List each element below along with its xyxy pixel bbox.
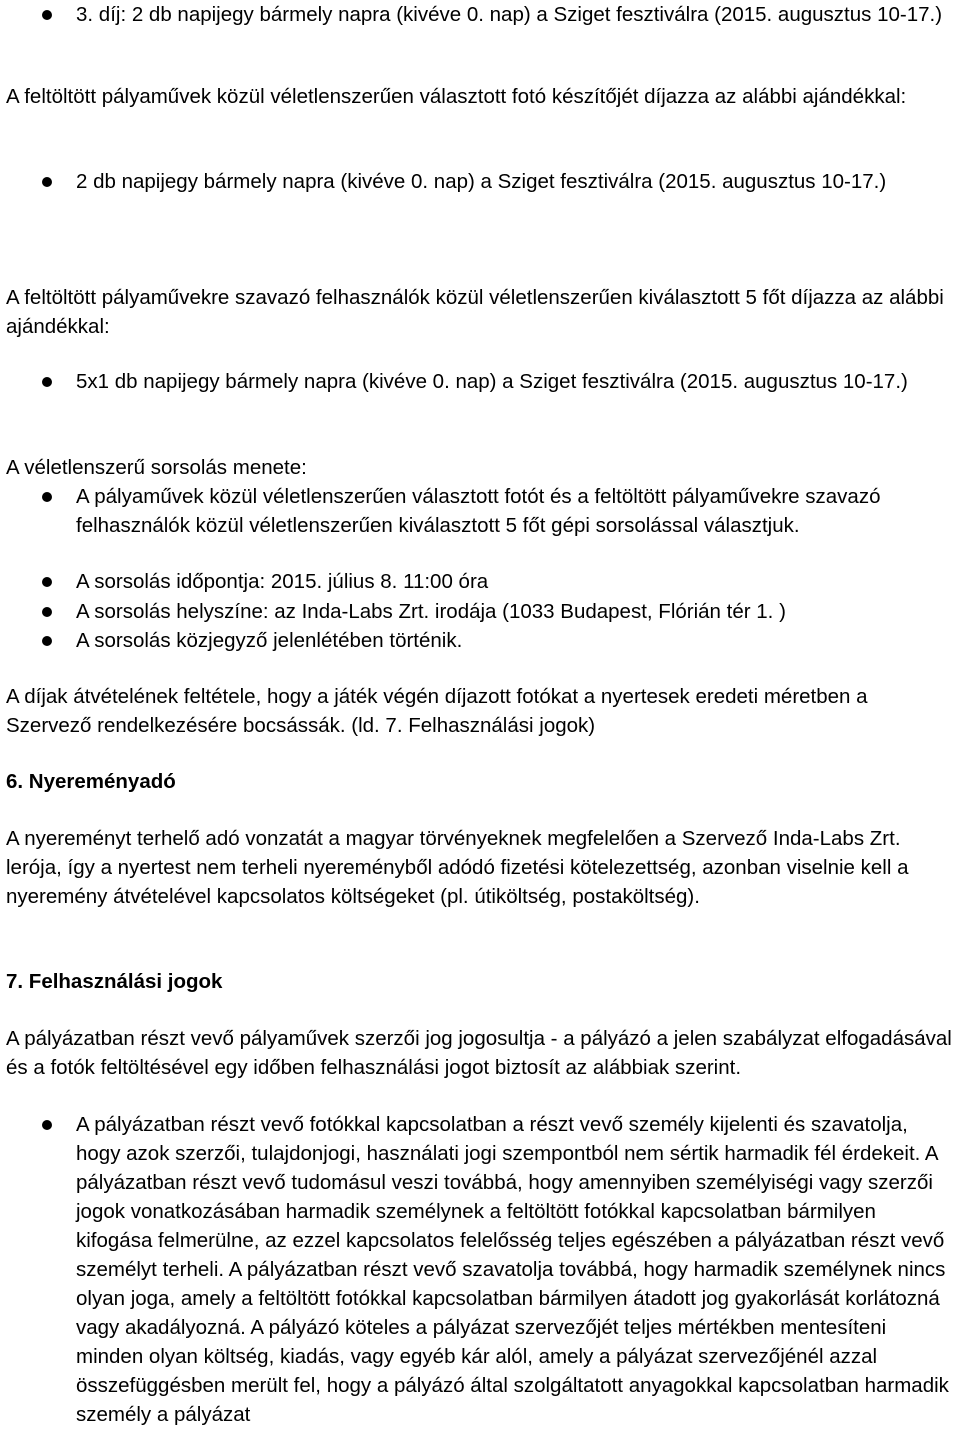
tax-paragraph: A nyereményt terhelő adó vonzatát a magyar törvényeknek megfelelően a Szervező Inda-Labs Zrt. lerója, így a nyertest nem terheli nyereményből adódó fizetési kötelezettség, azonban viselnie kell a nyeremény átvételével kapcsolatos költségeket (pl. útiköltség, postaköltség). (6, 827, 909, 908)
section-heading-tax: 6. Nyereményadó (6, 770, 176, 793)
bullet-icon (42, 177, 52, 187)
prize-condition-paragraph: A díjak átvételének feltétele, hogy a játék végén díjazott fotókat a nyertesek eredeti méretben a Szervező rendelkezésére bocsássák. (ld. 7. Felhasználási jogok) (6, 685, 868, 737)
draw-list-item: A sorsolás helyszíne: az Inda-Labs Zrt. irodája (1033 Budapest, Flórián tér 1. ) (76, 600, 786, 623)
draw-list-item: A pályaművek közül véletlenszerűen választott fotót és a feltöltött pályaművekre szavazó felhasználók közül véletlenszerűen kiválasztott 5 főt gépi sorsolással választjuk. (76, 485, 881, 537)
bullet-icon (42, 607, 52, 617)
prize-list-item: 3. díj: 2 db napijegy bármely napra (kivéve 0. nap) a Sziget fesztiválra (2015. augusztus 10-17.) (76, 3, 943, 26)
voters-intro: A feltöltött pályaművekre szavazó felhasználók közül véletlenszerűen kiválasztott 5 főt díjazza az alábbi ajándékkal: (6, 286, 944, 338)
bullet-icon (42, 377, 52, 387)
bullet-icon (42, 1120, 52, 1130)
bullet-icon (42, 577, 52, 587)
draw-heading: A véletlenszerű sorsolás menete: (6, 456, 307, 479)
usage-rights-item: A pályázatban részt vevő fotókkal kapcsolatban a részt vevő személy kijelenti és szavatolja, hogy azok szerzői, tulajdonjogi, használati jogi szempontból nem sértik harmadik fél érdekeit. A pályázatban részt vevő tudomásul veszi továbbá, hogy amennyiben személyiségi vagy szerzői jogok vonatkozásában harmadik személynek a feltöltött fotókkal kapcsolatban bármilyen kifogása felmerülne, az ezzel kapcsolatos felelősség teljes egészében a pályázatban részt vevő személyt terheli. A pályázatban részt vevő szavatolja továbbá, hogy harmadik személynek nincs olyan joga, amely a feltöltött fotókkal kapcsolatban bármilyen átadott jog gyakorlását korlátozná vagy akadályozná. A pályázó köteles a pályázat szervezőjét teljes mértékben mentesíteni minden olyan költség, kiadás, vagy egyéb kár alól, amely a pályázat szervezőjénél azzal összefüggésben merült fel, hogy a pályázó által szolgáltatott anyagokkal kapcsolatban harmadik személy a pályázat (76, 1113, 949, 1426)
draw-list-item: A sorsolás közjegyző jelenlétében történik. (76, 629, 463, 652)
section-heading-usage-rights: 7. Felhasználási jogok (6, 970, 223, 993)
bullet-icon (42, 10, 52, 20)
bullet-icon (42, 492, 52, 502)
bullet-icon (42, 636, 52, 646)
voters-prize-item: 5x1 db napijegy bármely napra (kivéve 0. nap) a Sziget fesztiválra (2015. augusztus 10-17.) (76, 370, 908, 393)
draw-list-item: A sorsolás időpontja: 2015. július 8. 11:00 óra (76, 570, 489, 593)
usage-rights-intro: A pályázatban részt vevő pályaművek szerzői jog jogosultja - a pályázó a jelen szabályzat elfogadásával és a fotók feltöltésével egy időben felhasználási jogot biztosít az alábbiak szerint. (6, 1027, 952, 1079)
random-photo-intro: A feltöltött pályaművek közül véletlenszerűen választott fotó készítőjét díjazza az alábbi ajándékkal: (6, 85, 907, 108)
random-photo-prize-item: 2 db napijegy bármely napra (kivéve 0. nap) a Sziget fesztiválra (2015. augusztus 10-17.) (76, 170, 887, 193)
